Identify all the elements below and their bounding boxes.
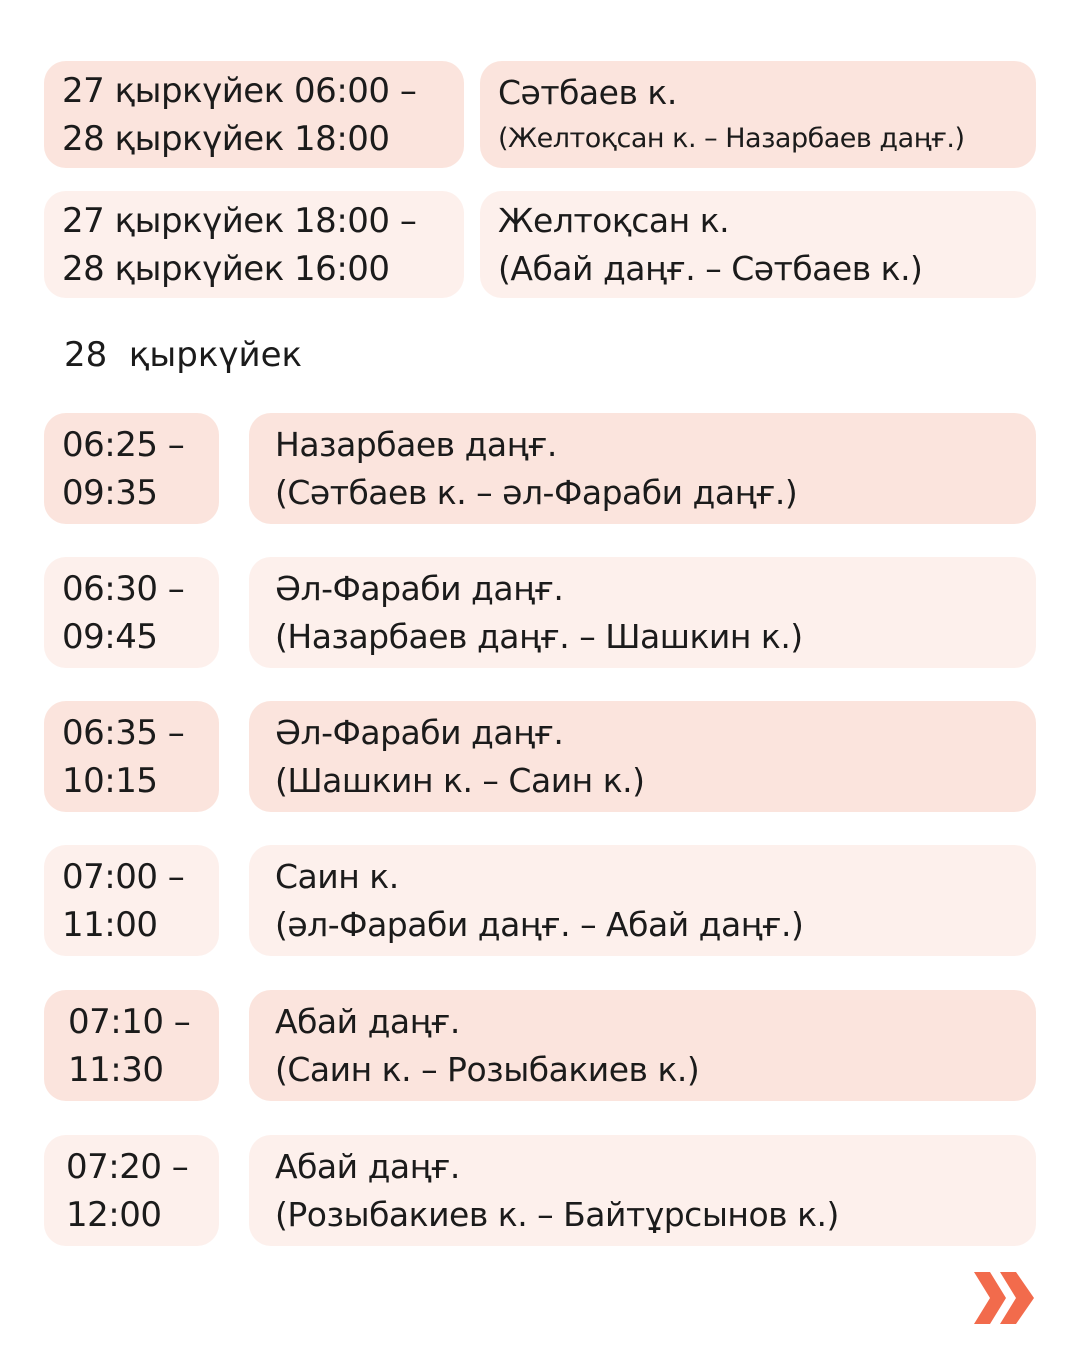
place-box bbox=[249, 990, 1036, 1101]
time-end: 11:00 bbox=[62, 904, 158, 945]
place-subtitle: (Розыбакиев к. – Байтұрсынов к.) bbox=[275, 1194, 839, 1234]
place-subtitle: (әл-Фараби даңғ. – Абай даңғ.) bbox=[275, 904, 804, 944]
time-end: 11:30 bbox=[68, 1049, 164, 1090]
place-title: Саин к. bbox=[275, 856, 399, 896]
place-box bbox=[480, 61, 1036, 168]
place-subtitle: (Саин к. – Розыбакиев к.) bbox=[275, 1049, 700, 1089]
time-start: 07:10 – bbox=[68, 1001, 191, 1042]
time-box bbox=[44, 845, 219, 956]
double-chevron-right-icon[interactable] bbox=[968, 1268, 1040, 1328]
time-box bbox=[44, 701, 219, 812]
place-title: Абай даңғ. bbox=[275, 1001, 460, 1041]
place-title: Әл-Фараби даңғ. bbox=[275, 712, 564, 752]
time-end: 28 қыркүйек 16:00 bbox=[62, 248, 390, 289]
place-box bbox=[480, 191, 1036, 298]
time-end: 28 қыркүйек 18:00 bbox=[62, 118, 390, 159]
place-box bbox=[249, 1135, 1036, 1246]
time-start: 06:35 – bbox=[62, 712, 185, 753]
time-end: 12:00 bbox=[66, 1194, 162, 1235]
time-end: 09:35 bbox=[62, 472, 158, 513]
time-box bbox=[44, 990, 219, 1101]
time-box bbox=[44, 1135, 219, 1246]
place-box bbox=[249, 413, 1036, 524]
time-box bbox=[44, 191, 464, 298]
time-box bbox=[44, 61, 464, 168]
place-title: Сәтбаев к. bbox=[498, 72, 677, 112]
place-box bbox=[249, 701, 1036, 812]
place-box bbox=[249, 557, 1036, 668]
time-box bbox=[44, 557, 219, 668]
time-end: 09:45 bbox=[62, 616, 158, 657]
place-box bbox=[249, 845, 1036, 956]
place-title: Желтоқсан к. bbox=[498, 200, 730, 240]
time-start: 07:00 – bbox=[62, 856, 185, 897]
section-date-heading: 28 қыркүйек bbox=[64, 335, 303, 375]
place-subtitle: (Желтоқсан к. – Назарбаев даңғ.) bbox=[498, 122, 965, 154]
time-end: 10:15 bbox=[62, 760, 158, 801]
place-subtitle: (Назарбаев даңғ. – Шашкин к.) bbox=[275, 616, 803, 656]
time-start: 27 қыркүйек 18:00 – bbox=[62, 200, 417, 241]
time-start: 06:30 – bbox=[62, 568, 185, 609]
place-subtitle: (Сәтбаев к. – әл-Фараби даңғ.) bbox=[275, 472, 798, 512]
place-subtitle: (Шашкин к. – Саин к.) bbox=[275, 760, 645, 800]
place-title: Абай даңғ. bbox=[275, 1146, 460, 1186]
time-start: 06:25 – bbox=[62, 424, 185, 465]
place-title: Әл-Фараби даңғ. bbox=[275, 568, 564, 608]
time-start: 27 қыркүйек 06:00 – bbox=[62, 70, 417, 111]
place-title: Назарбаев даңғ. bbox=[275, 424, 557, 464]
place-subtitle: (Абай даңғ. – Сәтбаев к.) bbox=[498, 248, 923, 288]
time-start: 07:20 – bbox=[66, 1146, 189, 1187]
time-box bbox=[44, 413, 219, 524]
